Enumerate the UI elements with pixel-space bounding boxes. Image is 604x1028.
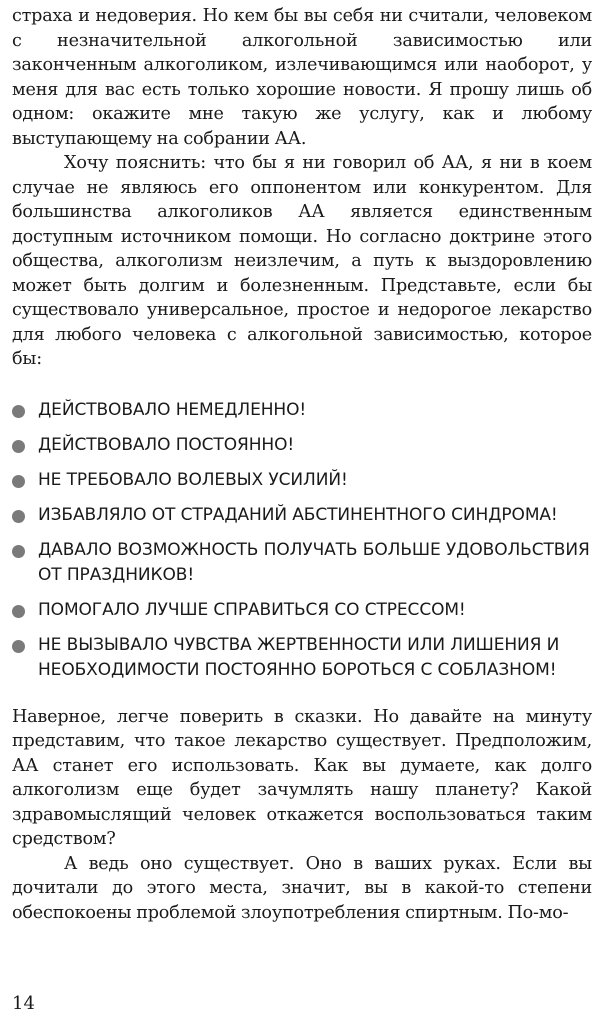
benefits-list [12, 398, 592, 683]
bullet-icon [12, 440, 25, 453]
paragraph-intro: страха и недоверия. Но кем бы вы себя ни считали, человеком с незначительной алкогольной зависимостью или законченным алкоголиком, излечивающимся или наоборот, у меня для вас есть только хорошие новости. Я прошу лишь об одном: окажите мне такую же услугу, как и любому выступающему на собрании АА. [12, 6, 592, 149]
list-item-text: НЕ ТРЕБОВАЛО ВОЛЕВЫХ УСИЛИЙ! [38, 469, 348, 490]
paragraph-exists: А ведь оно существует. Оно в ваших руках. Если вы дочитали до этого места, значит, вы в какой-то степени обеспокоены проблемой злоупотребления спиртным. По-мо- [12, 853, 592, 923]
list-item [12, 633, 592, 683]
paragraph-explain: Хочу пояснить: что бы я ни говорил об АА, я ни в коем случае не являюсь его оппонентом или конкурентом. Для большинства алкоголиков АА является единственным доступным источником помощи. Но согласно доктрине этого общества, алкоголизм неизлечим, а путь к выздоровлению может быть долгим и болезненным. Представьте, если бы существовало универсальное, простое и недорогое лекарство для любого человека с алкогольной зависимостью, которое бы: [12, 153, 592, 369]
list-item-text: ИЗБАВЛЯЛО ОТ СТРАДАНИЙ АБСТИНЕНТНОГО СИНДРОМА! [38, 504, 558, 525]
list-item-text: ДЕЙСТВОВАЛО ПОСТОЯННО! [38, 434, 295, 455]
list-item [12, 538, 592, 588]
bullet-icon [12, 510, 25, 523]
page-number: 14 [12, 993, 35, 1014]
bullet-icon [12, 605, 25, 618]
list-item [12, 503, 592, 528]
bullet-icon [12, 640, 25, 653]
document-page [12, 2, 592, 925]
list-item [12, 468, 592, 493]
list-item [12, 598, 592, 623]
list-item-text: ДАВАЛО ВОЗМОЖНОСТЬ ПОЛУЧАТЬ БОЛЬШЕ УДОВОЛЬСТВИЯ ОТ ПРАЗДНИКОВ! [38, 539, 590, 585]
list-item-text: ПОМОГАЛО ЛУЧШЕ СПРАВИТЬСЯ СО СТРЕССОМ! [38, 599, 466, 620]
list-item [12, 398, 592, 423]
list-item-text: ДЕЙСТВОВАЛО НЕМЕДЛЕННО! [38, 399, 307, 420]
list-item-text: НЕ ВЫЗЫВАЛО ЧУВСТВА ЖЕРТВЕННОСТИ ИЛИ ЛИШЕНИЯ И НЕОБХОДИМОСТИ ПОСТОЯННО БОРОТЬСЯ С СОБЛАЗНОМ! [38, 634, 560, 680]
bullet-icon [12, 405, 25, 418]
paragraph-fairytale: Наверное, легче поверить в сказки. Но давайте на минуту представим, что такое лекарство существует. Предположим, АА станет его использовать. Как вы думаете, как долго алкоголизм еще будет зачумлять нашу планету? Какой здравомыслящий человек откажется воспользоваться таким средством? [12, 706, 592, 849]
bullet-icon [12, 475, 25, 488]
bullet-icon [12, 545, 25, 558]
list-item [12, 433, 592, 458]
